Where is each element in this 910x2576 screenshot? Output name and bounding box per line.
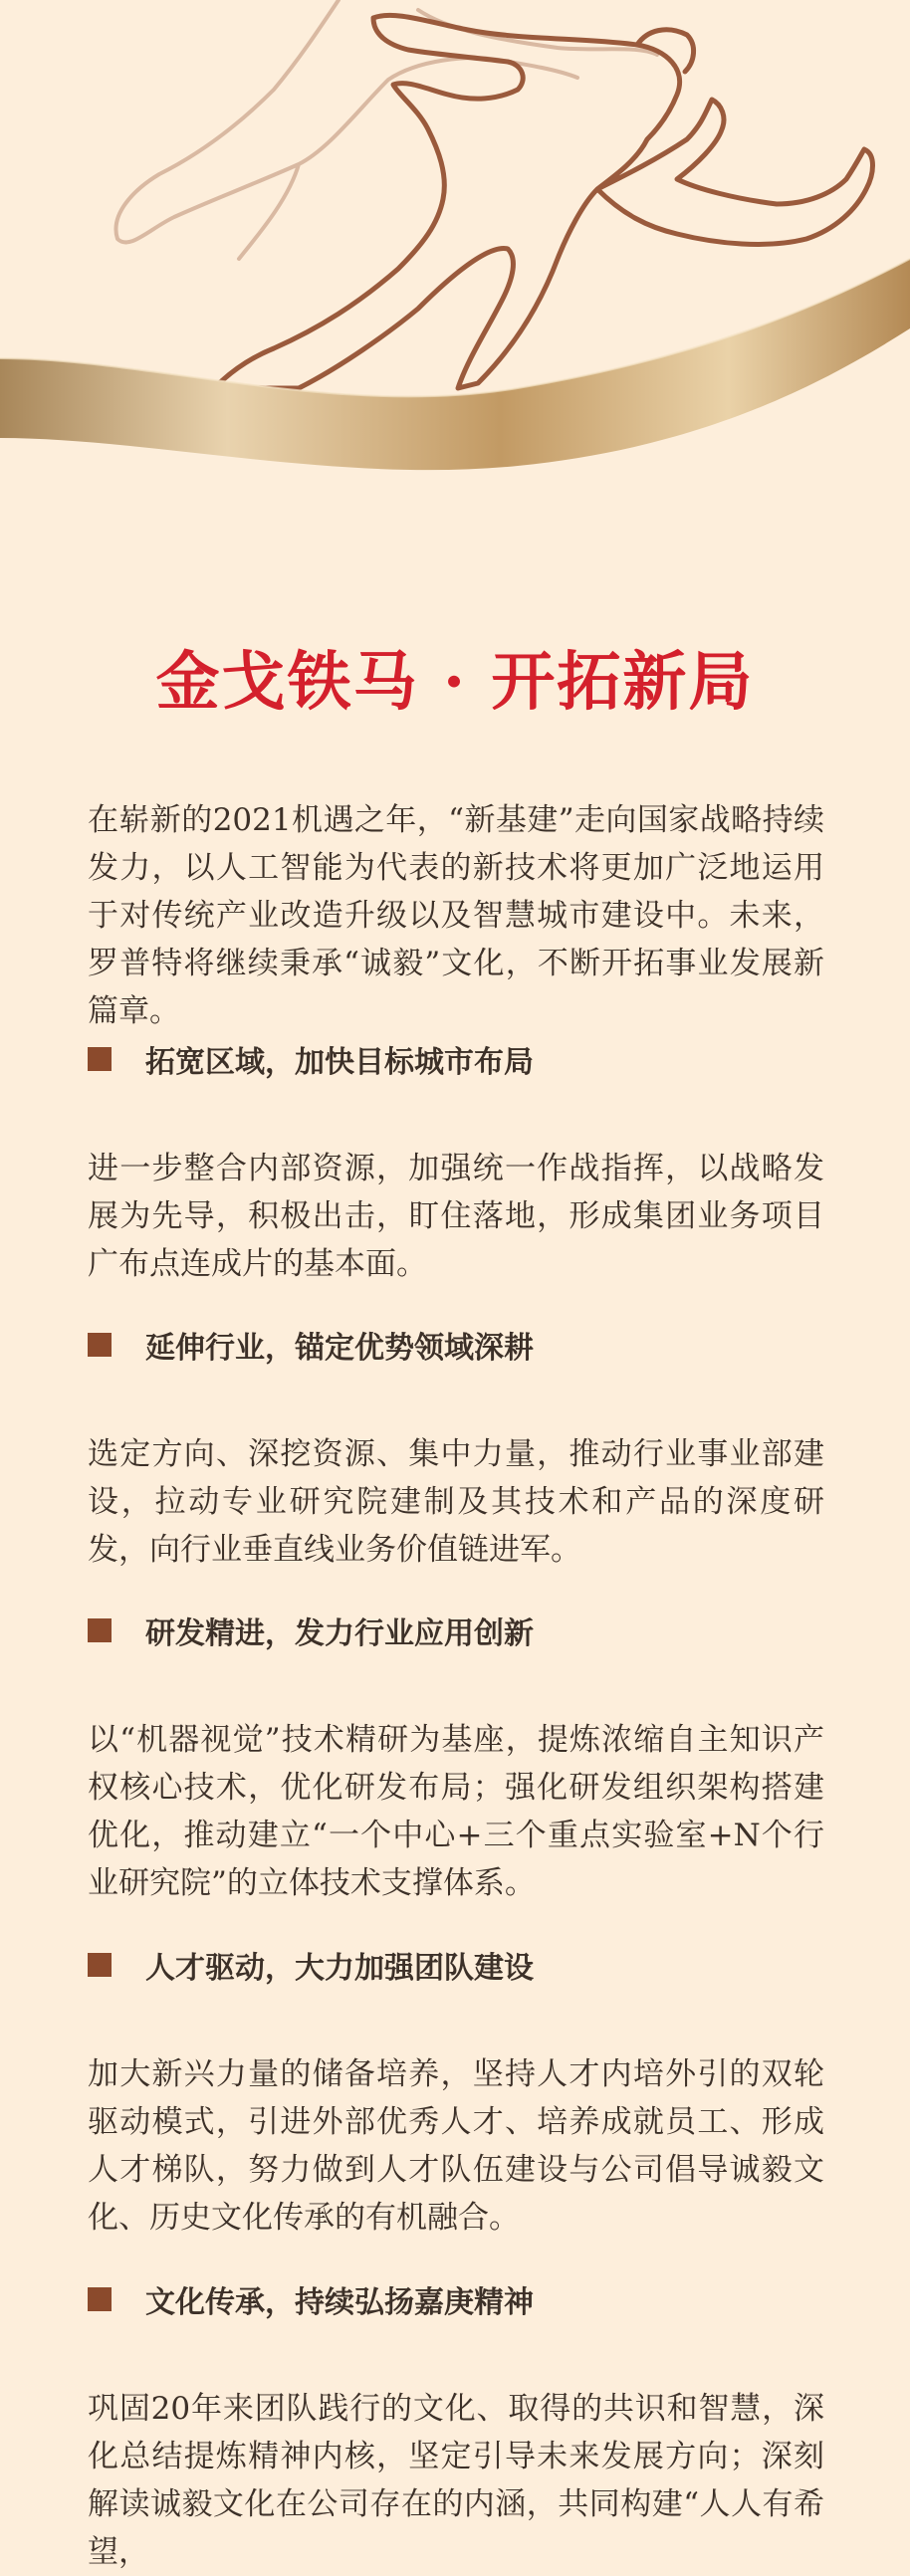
square-bullet-icon (88, 1333, 112, 1357)
section-title: 文化传承，持续弘扬嘉庚精神 (145, 2285, 534, 2320)
hero-illustration (0, 0, 910, 498)
section-5 (88, 2275, 824, 2576)
intro-paragraph: 在崭新的2021机遇之年，“新基建”走向国家战略持续发力，以人工智能为代表的新技术将更加广泛地运用于对传统产业改造升级以及智慧城市建设中。未来，罗普特将继续秉承“诚毅”文化，不断开拓事业发展新篇章。 (88, 802, 824, 1029)
section-body: 加大新兴力量的储备培养，坚持人才内培外引的双轮驱动模式，引进外部优秀人才、培养成就员工、形成人才梯队，努力做到人才队伍建设与公司倡导诚毅文化、历史文化传承的有机融合。 (88, 2056, 824, 2236)
page-title: 金戈铁马 · 开拓新局 (155, 645, 755, 720)
square-bullet-icon (88, 1047, 112, 1071)
square-bullet-icon (88, 1953, 112, 1977)
square-bullet-icon (88, 1618, 112, 1642)
section-title: 研发精进，发力行业应用创新 (145, 1616, 534, 1651)
section-heading (88, 1607, 824, 1654)
section-heading (88, 1035, 824, 1083)
section-title: 拓宽区域，加快目标城市布局 (145, 1045, 534, 1080)
section-3 (88, 1607, 824, 1907)
section-2 (88, 1321, 824, 1574)
section-body: 选定方向、深挖资源、集中力量，推动行业事业部建设，拉动专业研究院建制及其技术和产品的深度研发，向行业垂直线业务价值链进军。 (88, 1436, 824, 1568)
section-body: 巩固20年来团队践行的文化、取得的共识和智慧，深化总结提炼精神内核，坚定引导未来发展方向；深刻解读诚毅文化在公司存在的内涵，共同构建“人人有希望， (88, 2391, 824, 2570)
section-title: 延伸行业，锚定优势领域深耕 (145, 1331, 534, 1366)
section-heading (88, 1321, 824, 1369)
gold-band (0, 259, 910, 470)
square-bullet-icon (88, 2287, 112, 2311)
section-4 (88, 1941, 824, 2242)
section-heading (88, 2275, 824, 2323)
section-heading (88, 1941, 824, 1989)
section-body: 以“机器视觉”技术精研为基座，提炼浓缩自主知识产权核心技术，优化研发布局；强化研发组织架构搭建优化，推动建立“一个中心+三个重点实验室+N个行业研究院”的立体技术支撑体系。 (88, 1722, 824, 1901)
section-body: 进一步整合内部资源，加强统一作战指挥，以战略发展为先导，积极出击，盯住落地，形成集团业务项目广布点连成片的基本面。 (88, 1151, 824, 1282)
section-title: 人才驱动，大力加强团队建设 (145, 1951, 534, 1986)
section-1 (88, 1035, 824, 1288)
